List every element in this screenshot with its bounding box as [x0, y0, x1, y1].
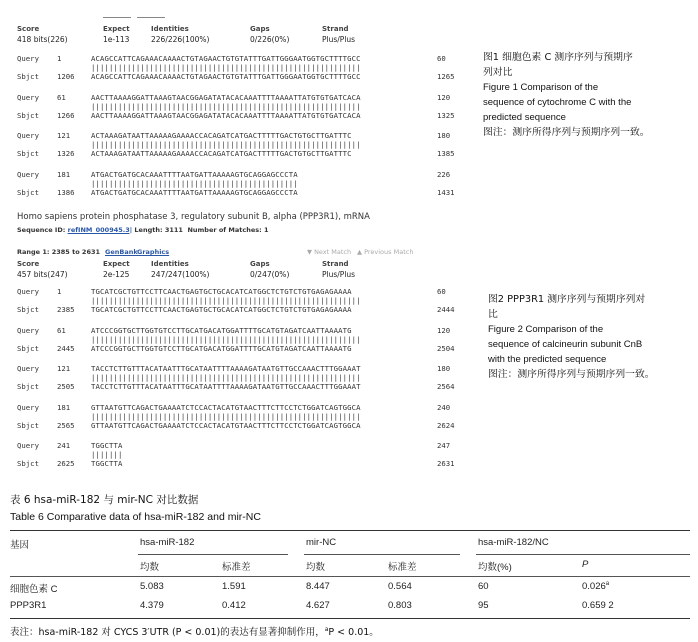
sbjct-start: 2625 — [57, 459, 75, 468]
query-end: 247 — [437, 441, 451, 450]
figure2-caption — [488, 292, 688, 382]
figure1-title-cn-cont: 列对比 — [483, 67, 513, 78]
seq2-info — [17, 212, 477, 234]
score-header: Score — [17, 260, 40, 268]
figure2-title-en: Figure 2 Comparison of the — [488, 324, 604, 335]
query-sequence: TGGCTTA — [91, 441, 123, 450]
query-sequence: TGCATCGCTGTTCCTTCAACTGAGTGCTGCACATCATGGCTCTGTCTGTGAGAGAAAA — [91, 287, 352, 296]
strand-value: Plus/Plus — [322, 35, 356, 44]
query-label: Query — [17, 402, 39, 412]
figure2-note: 图注：测序所得序列与预期序列一致。 — [488, 369, 655, 380]
sbjct-label: Sbjct — [17, 72, 39, 81]
query-end: 60 — [437, 287, 446, 296]
expect-value: 1e-113 — [103, 35, 130, 44]
query-start: 241 — [57, 441, 71, 450]
table-note-tail: P < 0.01。 — [328, 627, 379, 638]
query-label: Query — [17, 441, 39, 450]
gaps-value: 0/226(0%) — [250, 35, 290, 44]
sbjct-sequence: TACCTCTTGTTTACATAATTTGCATAATTTTAAAAGATAATGTTGCCAAACTTTGGAAAT — [91, 382, 361, 391]
figure1-title-en-3: predicted sequence — [483, 112, 566, 123]
sbjct-end: 2631 — [437, 459, 455, 468]
sd-cell: 0.564 — [388, 581, 412, 592]
sbjct-sequence: ACTAAAGATAATTAAAAAGAAAACCACAGATCATGACTTTTTGACTGTGCTTGATTTC — [91, 149, 352, 158]
expect-header: Expect — [103, 25, 130, 33]
sbjct-start: 1266 — [57, 110, 75, 120]
figure1-caption — [483, 50, 688, 140]
match-line: ||||||| — [91, 450, 123, 459]
query-sequence: ACTAAAGATAATTAAAAAGAAAACCACAGATCATGACTTTTTGACTGTGCTTGATTTC — [91, 131, 352, 140]
score-value: 457 bits(247) — [17, 270, 68, 279]
figure2-title-cn: 图2 PPP3R1 测序序列与预期序列对 — [488, 294, 646, 305]
mean-header-1: 均数 — [140, 562, 160, 573]
query-label: Query — [17, 287, 39, 296]
sbjct-label: Sbjct — [17, 382, 39, 391]
sbjct-label: Sbjct — [17, 420, 39, 430]
query-end: 226 — [437, 169, 451, 179]
sbjct-start: 2565 — [57, 420, 75, 430]
figure1-title-cn: 图1 细胞色素 C 测序序列与预期序 — [483, 52, 633, 63]
sbjct-end: 2564 — [437, 382, 455, 391]
expect-value: 2e-125 — [103, 270, 130, 279]
query-start: 181 — [57, 169, 71, 179]
table6-title — [10, 492, 690, 523]
query-start: 121 — [57, 131, 71, 140]
gene-cell: 细胞色素 C — [10, 584, 58, 595]
query-label: Query — [17, 131, 39, 140]
sbjct-sequence: TGGCTTA — [91, 459, 123, 468]
query-end: 120 — [437, 325, 451, 335]
sd-cell: 1.591 — [222, 581, 246, 592]
mean-cell: 8.447 — [306, 581, 330, 592]
match-line: |||||||||||||||||||||||||||||||||||||||||||||||||||||||||||| — [91, 334, 361, 344]
sbjct-sequence: AACTTAAAAGGATTAAAGTAACGGAGATATACACAAATTTTAAAATTATGTGTGATCACA — [91, 110, 361, 120]
query-sequence: GTTAATGTTCAGACTGAAAATCTCCACTACATGTAACTTTCTTCCTCTGGATCAGTGGCA — [91, 402, 361, 412]
match-line: |||||||||||||||||||||||||||||||||||||||||||||||||||||||||||| — [91, 101, 361, 111]
blast2-header — [17, 260, 457, 282]
p-header: P — [582, 559, 589, 570]
query-start: 121 — [57, 364, 71, 373]
mean-header-2: 均数 — [306, 562, 326, 573]
blast2-alignment — [17, 287, 477, 477]
sequence-id-label: Sequence ID: — [17, 226, 66, 234]
strand-header: Strand — [322, 260, 349, 268]
table-note-text: 表注：hsa-miR-182 对 CYCS 3′UTR (P < 0.01)的表达有显著抑制作用， — [10, 627, 325, 638]
query-start: 181 — [57, 402, 71, 412]
p-cell: 0.026$^a$ — [582, 581, 610, 593]
table-bottom-rule — [10, 618, 690, 619]
strand-value: Plus/Plus — [322, 270, 356, 279]
table-row — [10, 578, 690, 597]
figure1-title-en-2: sequence of cytochrome C with the — [483, 97, 632, 108]
table-note-sup: a — [324, 625, 329, 633]
query-label: Query — [17, 325, 39, 335]
sd-header-1: 标准差 — [222, 562, 251, 573]
sequence-id-link[interactable]: refINM_000945.3| — [67, 226, 133, 234]
query-sequence: ATCCCGGTGCTTGGTGTCCTTGCATGACATGGATTTTGCATGTAGATCAATTAAAATG — [91, 325, 352, 335]
sd-header-2: 标准差 — [388, 562, 417, 573]
sbjct-start: 1326 — [57, 149, 75, 158]
sbjct-end: 2444 — [437, 305, 455, 314]
sbjct-start: 1206 — [57, 72, 75, 81]
query-sequence: ACAGCCATTCAGAAACAAAACTGTAGAACTGTGTATTTGATTGGGAATGGTGCTTTTGCC — [91, 54, 361, 63]
sbjct-start: 2445 — [57, 343, 75, 353]
query-end: 180 — [437, 131, 451, 140]
query-label: Query — [17, 169, 39, 179]
range-bar — [17, 248, 457, 258]
query-sequence: TACCTCTTGTTTACATAATTTGCATAATTTTAAAAGATAATGTTGCCAAACTTTGGAAAT — [91, 364, 361, 373]
sbjct-start: 1386 — [57, 187, 75, 197]
score-value: 418 bits(226) — [17, 35, 68, 44]
blast1-top-tab-lines — [103, 17, 165, 18]
query-end: 180 — [437, 364, 451, 373]
query-label: Query — [17, 92, 39, 102]
header-bottom-rule — [10, 576, 690, 577]
sbjct-sequence: ATCCCGGTGCTTGGTGTCCTTGCATGACATGGATTTTGCATGTAGATCAATTAAAATG — [91, 343, 352, 353]
sbjct-sequence: GTTAATGTTCAGACTGAAAATCTCCACTACATGTAACTTTCTTCCTCTGGATCAGTGGCA — [91, 420, 361, 430]
sbjct-start: 2385 — [57, 305, 75, 314]
table6-note — [10, 624, 379, 638]
pct-cell: 95 — [478, 600, 489, 611]
sbjct-start: 2505 — [57, 382, 75, 391]
figure1-note: 图注：测序所得序列与预期序列一致。 — [483, 127, 650, 138]
table6-title-cn: 表 6 hsa-miR-182 与 mir-NC 对比数据 — [10, 494, 199, 506]
table6 — [10, 533, 690, 616]
identities-value: 247/247(100%) — [151, 270, 210, 279]
gaps-header: Gaps — [250, 260, 270, 268]
query-sequence: ATGACTGATGCACAAATTTTAATGATTAAAAAGTGCAGGAGCCCTA — [91, 169, 298, 179]
sbjct-label: Sbjct — [17, 459, 39, 468]
group-ratio-header: hsa-miR-182/NC — [478, 537, 549, 548]
score-header: Score — [17, 25, 40, 33]
sbjct-label: Sbjct — [17, 343, 39, 353]
identities-value: 226/226(100%) — [151, 35, 210, 44]
sbjct-end: 1265 — [437, 72, 455, 81]
p-cell: 0.659 2 — [582, 600, 614, 611]
gaps-value: 0/247(0%) — [250, 270, 290, 279]
sbjct-end: 1325 — [437, 110, 455, 120]
mean-cell: 4.379 — [140, 600, 164, 611]
blast1-header — [17, 25, 457, 47]
seq2-title: Homo sapiens protein phosphatase 3, regulatory subunit B, alpha (PPP3R1), mRNA — [17, 212, 370, 222]
match-line: |||||||||||||||||||||||||||||||||||||||||||||||||||||||||||| — [91, 373, 361, 382]
pct-header: 均数(%) — [478, 562, 512, 573]
query-sequence: AACTTAAAAGGATTAAAGTAACGGAGATATACACAAATTTTAAAATTATGTGTGATCACA — [91, 92, 361, 102]
match-line: |||||||||||||||||||||||||||||||||||||||||||||||||||||||||||| — [91, 296, 361, 305]
pct-cell: 60 — [478, 581, 489, 592]
identities-header: Identities — [151, 260, 189, 268]
length-label: Length: 3111 — [134, 226, 183, 234]
graphics-link[interactable]: Graphics — [137, 248, 170, 256]
match-line: |||||||||||||||||||||||||||||||||||||||||||||| — [91, 178, 298, 188]
seq2-meta — [17, 226, 477, 234]
strand-header: Strand — [322, 25, 349, 33]
sbjct-end: 1385 — [437, 149, 455, 158]
sbjct-sequence: ATGACTGATGCACAAATTTTAATGATTAAAAAGTGCAGGAGCCCTA — [91, 187, 298, 197]
figure2-title-en-2: sequence of calcineurin subunit CnB — [488, 339, 643, 350]
expect-header: Expect — [103, 260, 130, 268]
gaps-header: Gaps — [250, 25, 270, 33]
sbjct-end: 1431 — [437, 187, 455, 197]
query-start: 1 — [57, 54, 62, 63]
match-line: |||||||||||||||||||||||||||||||||||||||||||||||||||||||||||| — [91, 140, 361, 149]
query-end: 60 — [437, 54, 446, 63]
mean-cell: 5.083 — [140, 581, 164, 592]
sbjct-label: Sbjct — [17, 110, 39, 120]
sbjct-label: Sbjct — [17, 187, 39, 197]
figure2-title-en-3: with the predicted sequence — [488, 354, 607, 365]
query-start: 61 — [57, 92, 66, 102]
sbjct-label: Sbjct — [17, 149, 39, 158]
query-label: Query — [17, 364, 39, 373]
sbjct-sequence: ACAGCCATTCAGAAACAAAACTGTAGAACTGTGTATTTGATTGGGAATGGTGCTTTTGCC — [91, 72, 361, 81]
sd-cell: 0.803 — [388, 600, 412, 611]
match-line: |||||||||||||||||||||||||||||||||||||||||||||||||||||||||||| — [91, 63, 361, 72]
identities-header: Identities — [151, 25, 189, 33]
gene-header: 基因 — [10, 540, 30, 551]
query-label: Query — [17, 54, 39, 63]
query-end: 120 — [437, 92, 451, 102]
next-match-link[interactable]: ▼ Next Match — [307, 248, 352, 256]
table-row — [10, 597, 690, 616]
sbjct-label: Sbjct — [17, 305, 39, 314]
table-top-rule — [10, 530, 690, 531]
matches-label: Number of Matches: 1 — [187, 226, 269, 234]
blast1-alignment — [17, 54, 467, 204]
query-start: 61 — [57, 325, 66, 335]
table6-title-en: Table 6 Comparative data of hsa-miR-182 and mir-NC — [10, 511, 261, 523]
previous-match-link[interactable]: ▲ Previous Match — [357, 248, 414, 256]
figure2-title-cn-cont: 比 — [488, 309, 498, 320]
figure1-title-en: Figure 1 Comparison of the — [483, 82, 599, 93]
range-label: Range 1: 2385 to 2631 — [17, 248, 101, 256]
mean-cell: 4.627 — [306, 600, 330, 611]
sbjct-end: 2624 — [437, 420, 455, 430]
genbank-link[interactable]: GenBank — [105, 248, 138, 256]
group-mirnc-header: mir-NC — [306, 537, 337, 548]
group-mir182-header: hsa-miR-182 — [140, 537, 195, 548]
match-line: |||||||||||||||||||||||||||||||||||||||||||||||||||||||||||| — [91, 411, 361, 421]
query-end: 240 — [437, 402, 451, 412]
sbjct-end: 2504 — [437, 343, 455, 353]
sbjct-sequence: TGCATCGCTGTTCCTTCAACTGAGTGCTGCACATCATGGCTCTGTCTGTGAGAGAAAA — [91, 305, 352, 314]
gene-cell: PPP3R1 — [10, 600, 47, 611]
sd-cell: 0.412 — [222, 600, 246, 611]
query-start: 1 — [57, 287, 62, 296]
